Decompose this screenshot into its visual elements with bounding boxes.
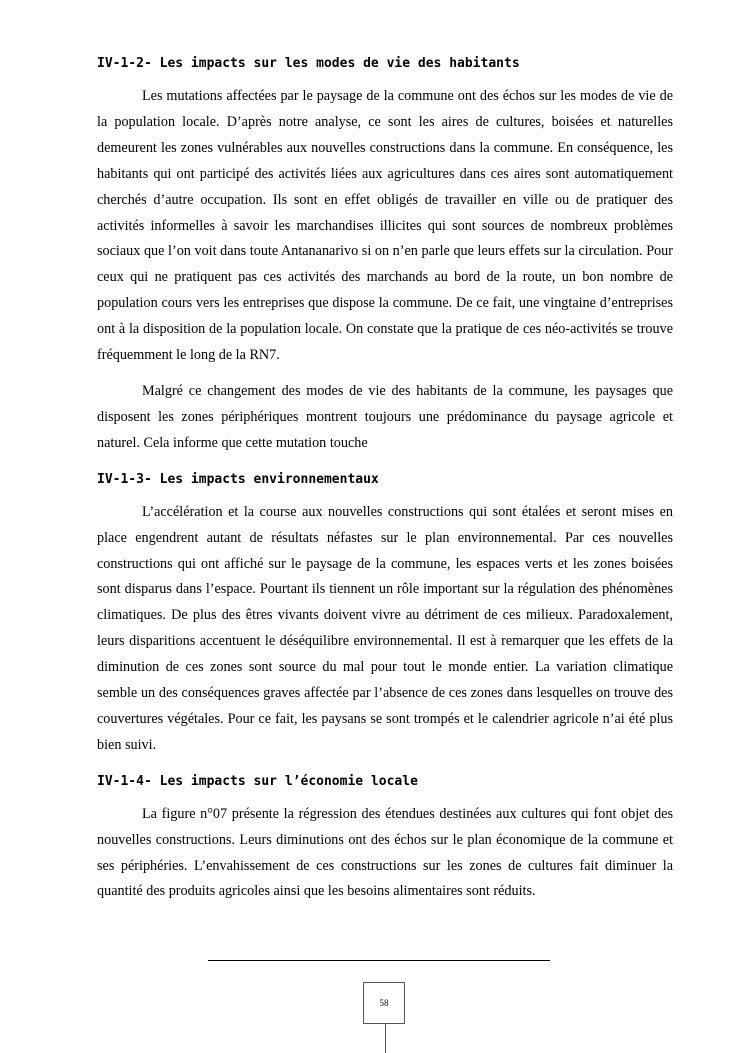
page-number: 58 <box>379 998 389 1008</box>
document-page <box>97 54 673 905</box>
section-heading-modes-de-vie: IV-1-2- Les impacts sur les modes de vie des habitants <box>97 56 520 71</box>
section-heading-economie: IV-1-4- Les impacts sur l’économie locale <box>97 773 418 789</box>
paragraph-environnement: L’accélération et la course aux nouvelles constructions qui sont étalées et seront mises en place engendrent autant de résultats néfastes sur le plan environnemental. Par ces nouvelles constructions qui ont affiché sur le paysage de la commune, les espaces verts et les zones boisées sont disparus dans l’espace. Pourtant ils tiennent un rôle important sur la régulation des phénomènes climatiques. De plus des êtres vivants doivent vivre au détriment de ces milieux. Paradoxalement, leurs disparitions accentuent le déséquilibre environnemental. Il est à remarquer que les effets de la diminution de ces zones sont source du mal pour tout le monde entier. La variation climatique semble un des conséquences graves affectée par l’absence de ces zones dans lesquelles on trouve des couvertures végétales. Pour ce fait, les paysans se sont trompés et le calendrier agricole n’ai été plus bien suivi. <box>97 503 673 753</box>
paragraph-economie: La figure n°07 présente la régression des étendues destinées aux cultures qui font objet des nouvelles constructions. Leurs diminutions ont des échos sur le plan économique de la commune et ses périphéries. L’envahissement de ces constructions sur les zones de cultures fait diminuer la quantité des produits agricoles ainsi que les besoins alimentaires sont réduits. <box>97 805 673 900</box>
footer-divider <box>208 960 550 961</box>
page-number-box <box>363 982 405 1024</box>
section-heading-environnement: IV-1-3- Les impacts environnementaux <box>97 471 379 487</box>
paragraph-modes-de-vie-1: Les mutations affectées par le paysage de la commune ont des échos sur les modes de vie de la population locale. D’après notre analyse, ce sont les aires de cultures, boisées et naturelles demeurent les zones vulnérables aux nouvelles constructions dans la commune. En conséquence, les habitants qui ont participé des activités liées aux agricultures dans ces aires sont automatiquement cherchés d’autre occupation. Ils sont en effet obligés de travailler en ville ou de pratiquer des activités informelles à savoir les marchandises illicites qui sont sources de nombreux problèmes sociaux que l’on voit dans toute Antananarivo si on n’en parle que leurs effets sur la circulation. Pour ceux qui ne pratiquent pas ces activités des marchands au bord de la route, un bon nombre de population cours vers les entreprises que dispose la commune. De ce fait, une vingtaine d’entreprises ont à la disposition de la population locale. On constate que la pratique de ces néo-activités se trouve fréquemment le long de la RN7. <box>97 88 673 364</box>
page-number-stem <box>385 1024 386 1053</box>
paragraph-modes-de-vie-2: Malgré ce changement des modes de vie des habitants de la commune, les paysages que disposent les zones périphériques montrent toujours une prédominance du paysage agricole et naturel. Cela informe que cette mutation touche <box>97 382 673 451</box>
